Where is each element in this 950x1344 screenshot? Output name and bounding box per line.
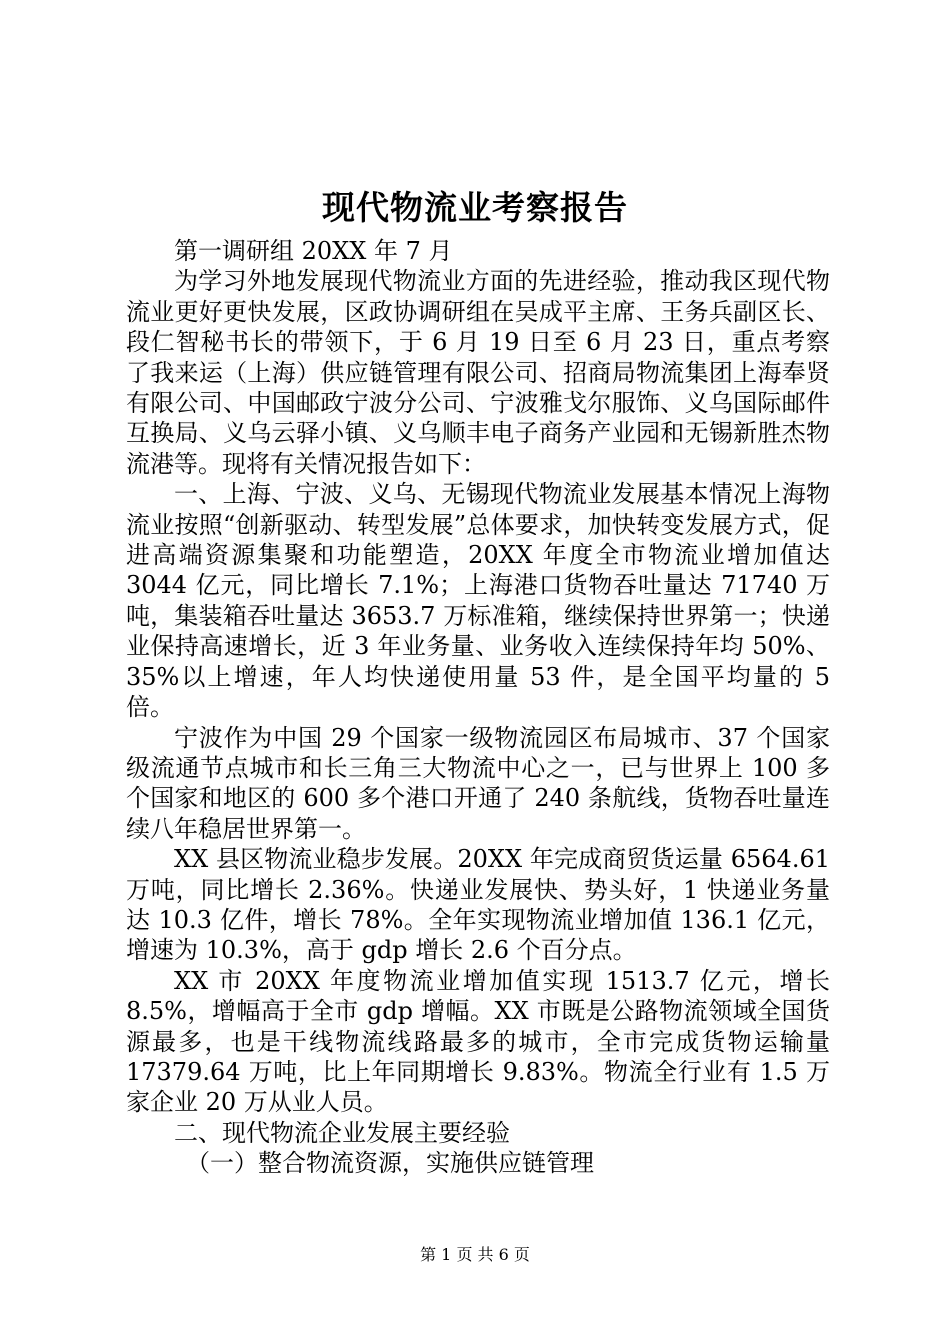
paragraph-city: XX 市 20XX 年度物流业增加值实现 1513.7 亿元，增长 8.5%，增幅高于全市 gdp 增幅。XX 市既是公路物流领域全国货源最多，也是干线物流线路最多的城市，全市完成货物运输量 17379.64 万吨，比上年同期增长 9.83%。物流全行业有 1.5 万家企业 20 万从业人员。 bbox=[126, 966, 830, 1117]
page-footer: 第 1 页 共 6 页 bbox=[420, 1245, 530, 1264]
document-body bbox=[126, 236, 830, 1179]
document-title: 现代物流业考察报告 bbox=[322, 188, 628, 227]
section-heading-two: 二、现代物流企业发展主要经验 bbox=[174, 1118, 510, 1147]
byline: 第一调研组 20XX 年 7 月 bbox=[174, 237, 453, 265]
paragraph-section-one: 一、上海、宁波、义乌、无锡现代物流业发展基本情况上海物流业按照“创新驱动、转型发展”总体要求，加快转变发展方式，促进高端资源集聚和功能塑造，20XX 年度全市物流业增加值达 3044 亿元，同比增长 7.1%；上海港口货物吞吐量达 71740 万吨，集装箱吞吐量达 3653.7 万标准箱，继续保持世界第一；快递业保持高速增长，近 3 年业务量、业务收入连续保持年均 50%、35%以上增速，年人均快递使用量 53 件，是全国平均量的 5 倍。 bbox=[126, 480, 830, 722]
paragraph-intro: 为学习外地发展现代物流业方面的先进经验，推动我区现代物流业更好更快发展，区政协调研组在吴成平主席、王务兵副区长、段仁智秘书长的带领下，于 6 月 19 日至 6 月 23 日，重点考察了我来运（上海）供应链管理有限公司、招商局物流集团上海奉贤有限公司、中国邮政宁波分公司、宁波雅戈尔服饰、义乌国际邮件互换局、义乌云驿小镇、义乌顺丰电子商务产业园和无锡新胜杰物流港等。现将有关情况报告如下： bbox=[126, 267, 830, 478]
subsection-heading-one: （一）整合物流资源，实施供应链管理 bbox=[186, 1149, 594, 1178]
paragraph-county: XX 县区物流业稳步发展。20XX 年完成商贸货运量 6564.61 万吨，同比增长 2.36%。快递业发展快、势头好，1 快递业务量达 10.3 亿件，增长 78%。全年实现物流业增加值 136.1 亿元，增速为 10.3%，高于 gdp 增长 2.6 个百分点。 bbox=[126, 845, 830, 965]
paragraph-ningbo: 宁波作为中国 29 个国家一级物流园区布局城市、37 个国家级流通节点城市和长三角三大物流中心之一，已与世界上 100 多个国家和地区的 600 多个港口开通了 240 条航线，货物吞吐量连续八年稳居世界第一。 bbox=[126, 723, 830, 843]
